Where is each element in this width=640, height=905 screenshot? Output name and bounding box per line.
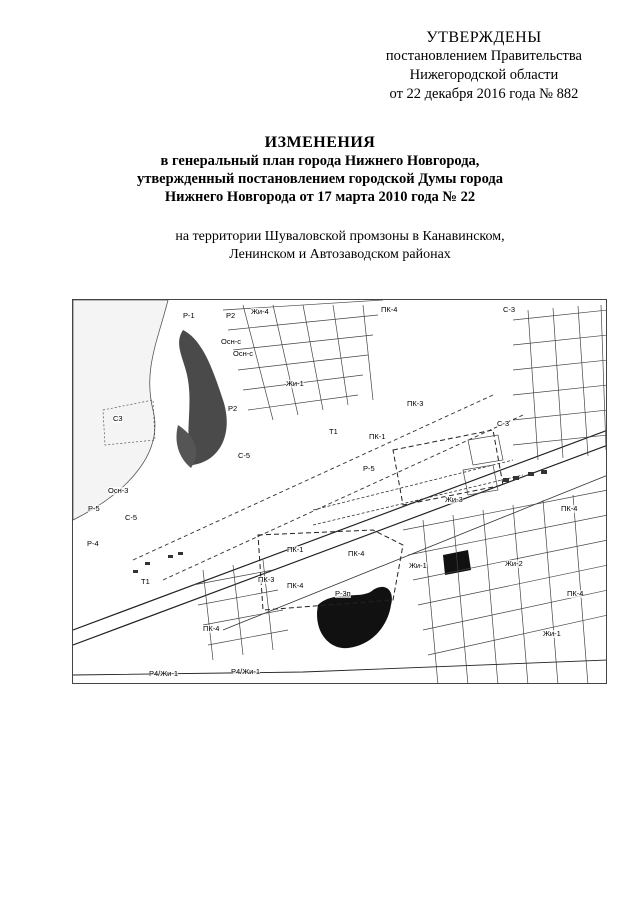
map-label: Т1	[329, 427, 338, 436]
approval-line-2: Нижегородской области	[409, 67, 559, 83]
map-label: ПК-3	[407, 399, 424, 408]
map-label: ПК-4	[348, 549, 365, 558]
approval-line-3: от 22 декабря 2016 года № 882	[389, 86, 579, 102]
map-label: Р-5	[363, 464, 375, 473]
map-label: С-5	[125, 513, 138, 522]
map-label: Р4/Жи-1	[149, 669, 179, 678]
map-label: ПК-4	[561, 504, 578, 513]
map-label: С-3	[497, 419, 510, 428]
map-label: Р-1	[183, 311, 195, 320]
approval-heading: УТВЕРЖДЕНЫ	[426, 29, 542, 46]
approval-stamp	[386, 28, 582, 104]
map-label: ПК-1	[287, 545, 304, 554]
map-label: Р-5	[88, 504, 100, 513]
title-line-3: Нижнего Новгорода от 17 марта 2010 года № 22	[164, 189, 476, 205]
map-label: Жи-1	[286, 379, 304, 388]
map-label: Р-4	[87, 539, 99, 548]
zoning-map	[72, 299, 607, 684]
map-label: Р2	[226, 311, 236, 320]
map-label: ПК-4	[287, 581, 304, 590]
map-label: Осн-с	[233, 349, 253, 358]
map-label: Осн-3	[108, 486, 129, 495]
map-label: Жи-1	[409, 561, 427, 570]
subtitle-line-2: Ленинском и Автозаводском районах	[229, 247, 451, 262]
title-main: ИЗМЕНЕНИЯ	[264, 134, 376, 151]
map-label: ПК-3	[258, 575, 275, 584]
map-label: С-3	[503, 305, 516, 314]
title-line-1: в генеральный план города Нижнего Новгорода,	[160, 153, 480, 169]
map-label: Жи-1	[543, 629, 561, 638]
map-label: Жи-3	[445, 495, 463, 504]
map-label: Р-3п	[335, 589, 351, 598]
map-label: ПК-4	[381, 305, 398, 314]
map-label: Р2	[228, 404, 238, 413]
map-label: С-5	[238, 451, 251, 460]
map-label: ПК-1	[369, 432, 386, 441]
subtitle-line-1: на территории Шуваловской промзоны в Канавинском,	[175, 229, 505, 244]
map-label: ПК-4	[203, 624, 220, 633]
approval-line-1: постановлением Правительства	[385, 48, 582, 64]
map-label: С3	[113, 414, 123, 423]
map-label: Жи-4	[251, 307, 269, 316]
map-label: Осн-с	[221, 337, 241, 346]
title-line-2: утвержденный постановлением городской Думы города	[136, 171, 504, 187]
map-label: Т1	[141, 577, 150, 586]
map-label: Жи-2	[505, 559, 523, 568]
territory-subtitle	[60, 228, 580, 264]
map-label: Р4/Жи-1	[231, 667, 261, 676]
document-title	[60, 134, 580, 206]
map-label: ПК-4	[567, 589, 584, 598]
map-drawing	[73, 300, 607, 684]
